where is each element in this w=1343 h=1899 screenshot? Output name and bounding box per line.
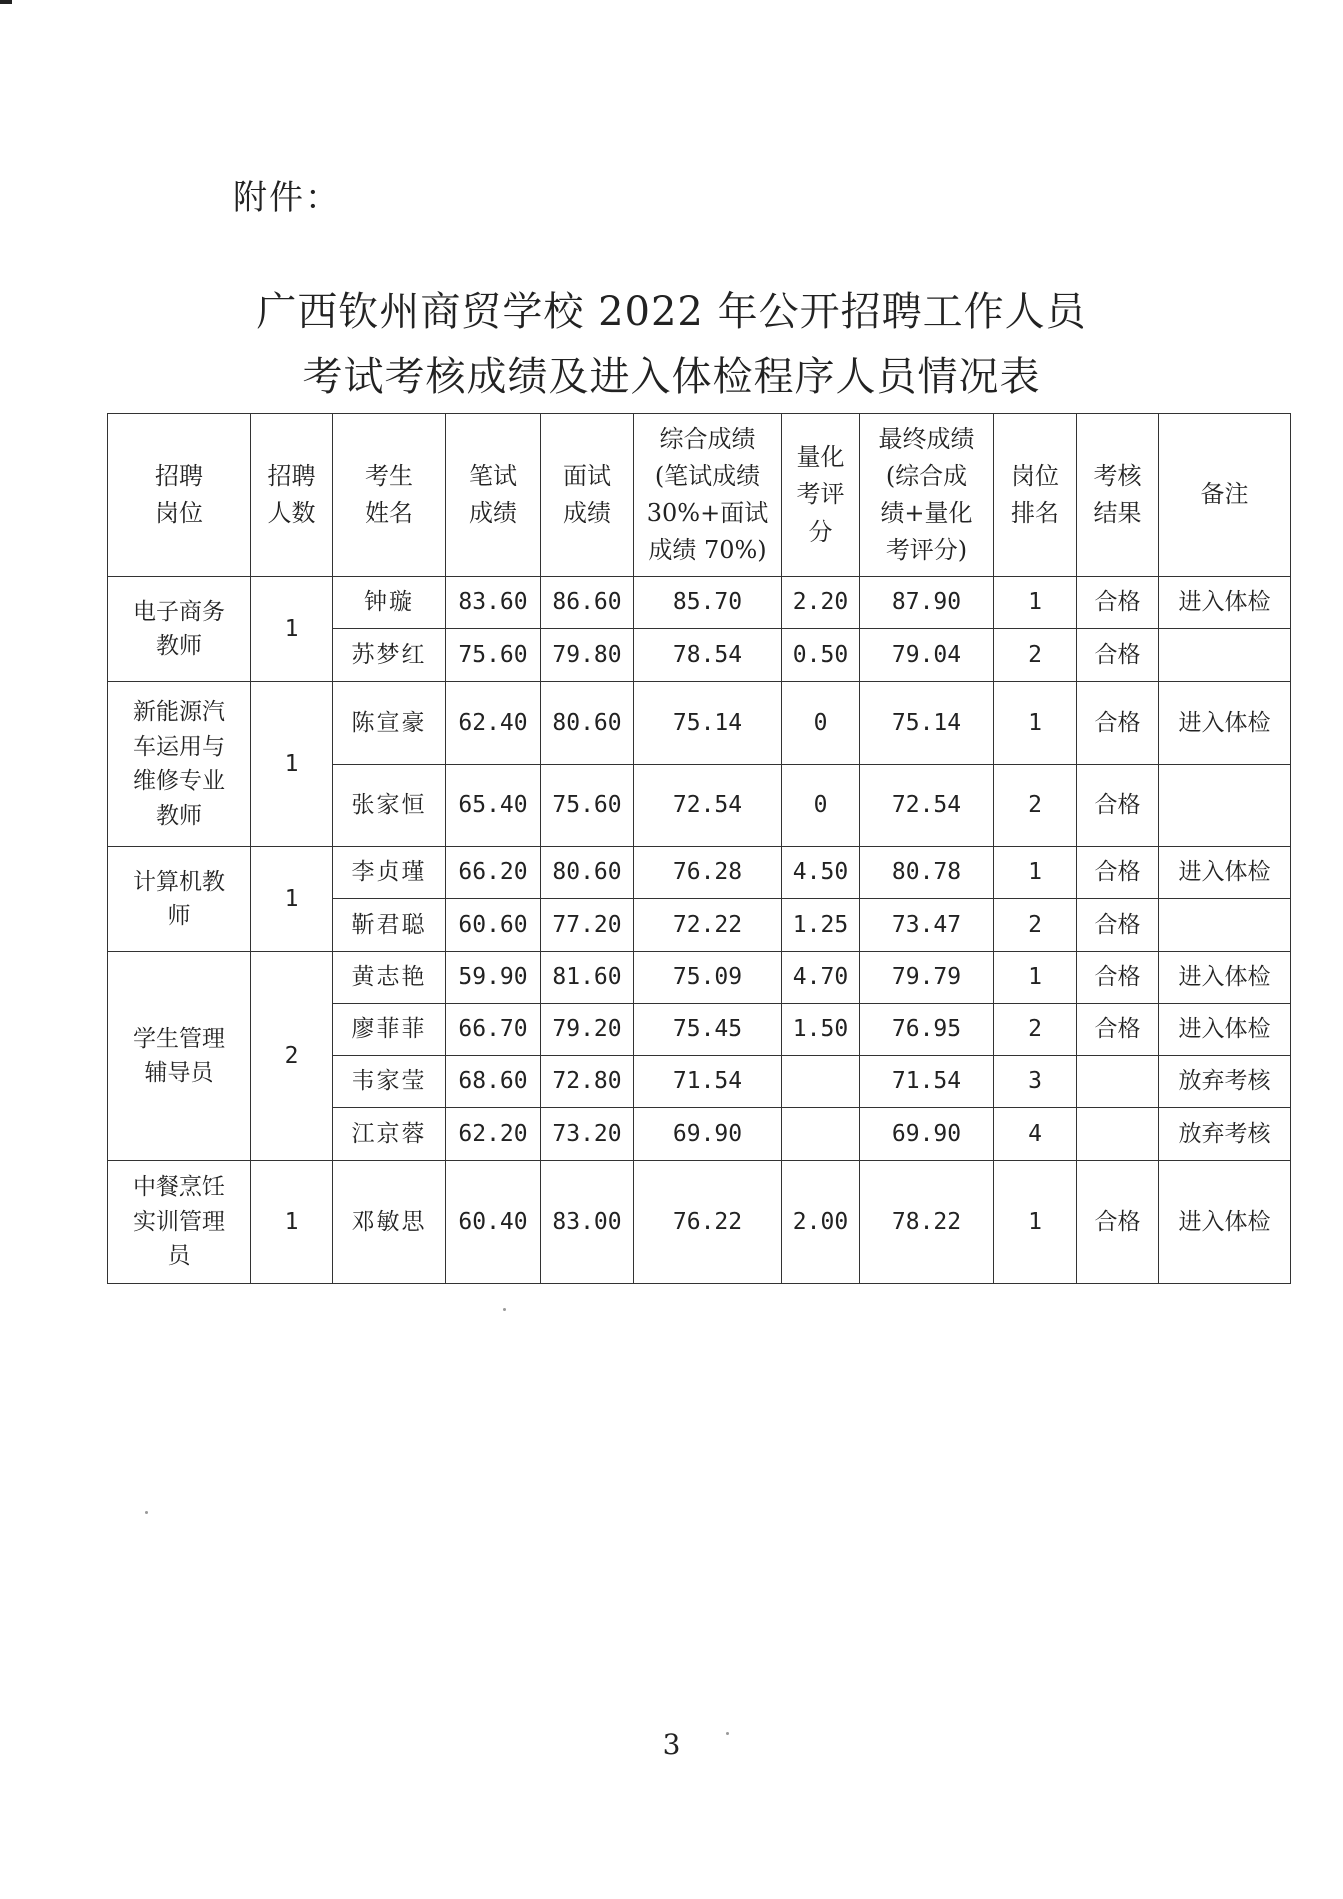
name-cell: 韦家莹 [333, 1056, 446, 1108]
header-composite-score: 综合成绩 (笔试成绩 30%+面试 成绩 70%) [634, 414, 782, 577]
rank-cell: 1 [994, 847, 1077, 899]
written-cell: 68.60 [446, 1056, 541, 1108]
result-cell: 合格 [1077, 629, 1159, 682]
rank-cell: 2 [994, 1004, 1077, 1056]
header-written-score: 笔试 成绩 [446, 414, 541, 577]
count-cell: 1 [251, 682, 333, 847]
scores-table [107, 413, 1291, 1284]
remark-cell: 进入体检 [1159, 952, 1291, 1004]
name-cell: 靳君聪 [333, 899, 446, 952]
written-cell: 59.90 [446, 952, 541, 1004]
composite-cell: 85.70 [634, 577, 782, 629]
name-cell: 钟璇 [333, 577, 446, 629]
document-title-line-2: 考试考核成绩及进入体检程序人员情况表 [302, 354, 1041, 400]
count-cell: 2 [251, 952, 333, 1161]
final-cell: 72.54 [860, 765, 994, 847]
header-position: 招聘 岗位 [108, 414, 251, 577]
rank-cell: 1 [994, 682, 1077, 765]
final-cell: 79.04 [860, 629, 994, 682]
interview-cell: 75.60 [541, 765, 634, 847]
quant-cell: 0 [782, 765, 860, 847]
header-interview-score: 面试 成绩 [541, 414, 634, 577]
composite-cell: 72.22 [634, 899, 782, 952]
remark-cell: 进入体检 [1159, 682, 1291, 765]
quant-cell: 0 [782, 682, 860, 765]
table-header-row [108, 414, 1291, 577]
rank-cell: 2 [994, 899, 1077, 952]
quant-cell: 4.70 [782, 952, 860, 1004]
result-cell: 合格 [1077, 952, 1159, 1004]
header-remark: 备注 [1159, 414, 1291, 577]
interview-cell: 80.60 [541, 847, 634, 899]
rank-cell: 2 [994, 629, 1077, 682]
written-cell: 62.20 [446, 1108, 541, 1161]
result-cell: 合格 [1077, 847, 1159, 899]
interview-cell: 81.60 [541, 952, 634, 1004]
name-cell: 李贞瑾 [333, 847, 446, 899]
position-cell: 中餐烹饪 实训管理 员 [108, 1161, 251, 1284]
final-cell: 76.95 [860, 1004, 994, 1056]
result-cell [1077, 1108, 1159, 1161]
result-cell: 合格 [1077, 682, 1159, 765]
final-cell: 78.22 [860, 1161, 994, 1284]
quant-cell: 1.25 [782, 899, 860, 952]
table-row [108, 577, 1291, 629]
header-count: 招聘 人数 [251, 414, 333, 577]
final-cell: 75.14 [860, 682, 994, 765]
result-cell: 合格 [1077, 765, 1159, 847]
final-cell: 69.90 [860, 1108, 994, 1161]
header-name: 考生 姓名 [333, 414, 446, 577]
table-row [108, 847, 1291, 899]
quant-cell: 4.50 [782, 847, 860, 899]
final-cell: 71.54 [860, 1056, 994, 1108]
interview-cell: 79.20 [541, 1004, 634, 1056]
rank-cell: 1 [994, 577, 1077, 629]
scan-corner-mark [0, 0, 12, 4]
position-cell: 学生管理 辅导员 [108, 952, 251, 1161]
written-cell: 66.70 [446, 1004, 541, 1056]
composite-cell: 76.28 [634, 847, 782, 899]
count-cell: 1 [251, 1161, 333, 1284]
interview-cell: 86.60 [541, 577, 634, 629]
interview-cell: 73.20 [541, 1108, 634, 1161]
attachment-label: 附件： [233, 178, 341, 218]
final-cell: 73.47 [860, 899, 994, 952]
header-quantified-score: 量化 考评 分 [782, 414, 860, 577]
composite-cell: 76.22 [634, 1161, 782, 1284]
table-row [108, 682, 1291, 765]
position-cell: 计算机教 师 [108, 847, 251, 952]
written-cell: 65.40 [446, 765, 541, 847]
quant-cell: 2.00 [782, 1161, 860, 1284]
remark-cell: 放弃考核 [1159, 1108, 1291, 1161]
composite-cell: 72.54 [634, 765, 782, 847]
position-cell: 电子商务 教师 [108, 577, 251, 682]
written-cell: 66.20 [446, 847, 541, 899]
quant-cell: 1.50 [782, 1004, 860, 1056]
written-cell: 75.60 [446, 629, 541, 682]
interview-cell: 80.60 [541, 682, 634, 765]
interview-cell: 72.80 [541, 1056, 634, 1108]
rank-cell: 3 [994, 1056, 1077, 1108]
composite-cell: 75.09 [634, 952, 782, 1004]
written-cell: 62.40 [446, 682, 541, 765]
page-number: 3 [662, 1728, 681, 1761]
result-cell: 合格 [1077, 577, 1159, 629]
quant-cell [782, 1108, 860, 1161]
name-cell: 陈宣豪 [333, 682, 446, 765]
final-cell: 87.90 [860, 577, 994, 629]
remark-cell: 进入体检 [1159, 1161, 1291, 1284]
remark-cell: 进入体检 [1159, 847, 1291, 899]
interview-cell: 83.00 [541, 1161, 634, 1284]
composite-cell: 78.54 [634, 629, 782, 682]
scan-speck [145, 1511, 148, 1514]
name-cell: 廖菲菲 [333, 1004, 446, 1056]
scan-speck [503, 1308, 506, 1311]
name-cell: 黄志艳 [333, 952, 446, 1004]
remark-cell [1159, 899, 1291, 952]
result-cell: 合格 [1077, 1004, 1159, 1056]
header-result: 考核 结果 [1077, 414, 1159, 577]
result-cell: 合格 [1077, 1161, 1159, 1284]
interview-cell: 79.80 [541, 629, 634, 682]
quant-cell [782, 1056, 860, 1108]
written-cell: 60.40 [446, 1161, 541, 1284]
result-cell: 合格 [1077, 899, 1159, 952]
header-final-score: 最终成绩 (综合成 绩+量化 考评分) [860, 414, 994, 577]
written-cell: 60.60 [446, 899, 541, 952]
remark-cell [1159, 765, 1291, 847]
remark-cell [1159, 629, 1291, 682]
name-cell: 江京蓉 [333, 1108, 446, 1161]
table-row [108, 1161, 1291, 1284]
position-cell: 新能源汽 车运用与 维修专业 教师 [108, 682, 251, 847]
result-cell [1077, 1056, 1159, 1108]
quant-cell: 2.20 [782, 577, 860, 629]
remark-cell: 进入体检 [1159, 1004, 1291, 1056]
count-cell: 1 [251, 847, 333, 952]
name-cell: 邓敏思 [333, 1161, 446, 1284]
rank-cell: 4 [994, 1108, 1077, 1161]
rank-cell: 1 [994, 1161, 1077, 1284]
interview-cell: 77.20 [541, 899, 634, 952]
composite-cell: 75.14 [634, 682, 782, 765]
remark-cell: 进入体检 [1159, 577, 1291, 629]
composite-cell: 75.45 [634, 1004, 782, 1056]
remark-cell: 放弃考核 [1159, 1056, 1291, 1108]
final-cell: 79.79 [860, 952, 994, 1004]
rank-cell: 1 [994, 952, 1077, 1004]
table-row [108, 952, 1291, 1004]
composite-cell: 69.90 [634, 1108, 782, 1161]
count-cell: 1 [251, 577, 333, 682]
composite-cell: 71.54 [634, 1056, 782, 1108]
document-title-line-1: 广西钦州商贸学校 2022 年公开招聘工作人员 [256, 289, 1087, 335]
name-cell: 张家恒 [333, 765, 446, 847]
written-cell: 83.60 [446, 577, 541, 629]
name-cell: 苏梦红 [333, 629, 446, 682]
rank-cell: 2 [994, 765, 1077, 847]
header-rank: 岗位 排名 [994, 414, 1077, 577]
quant-cell: 0.50 [782, 629, 860, 682]
final-cell: 80.78 [860, 847, 994, 899]
